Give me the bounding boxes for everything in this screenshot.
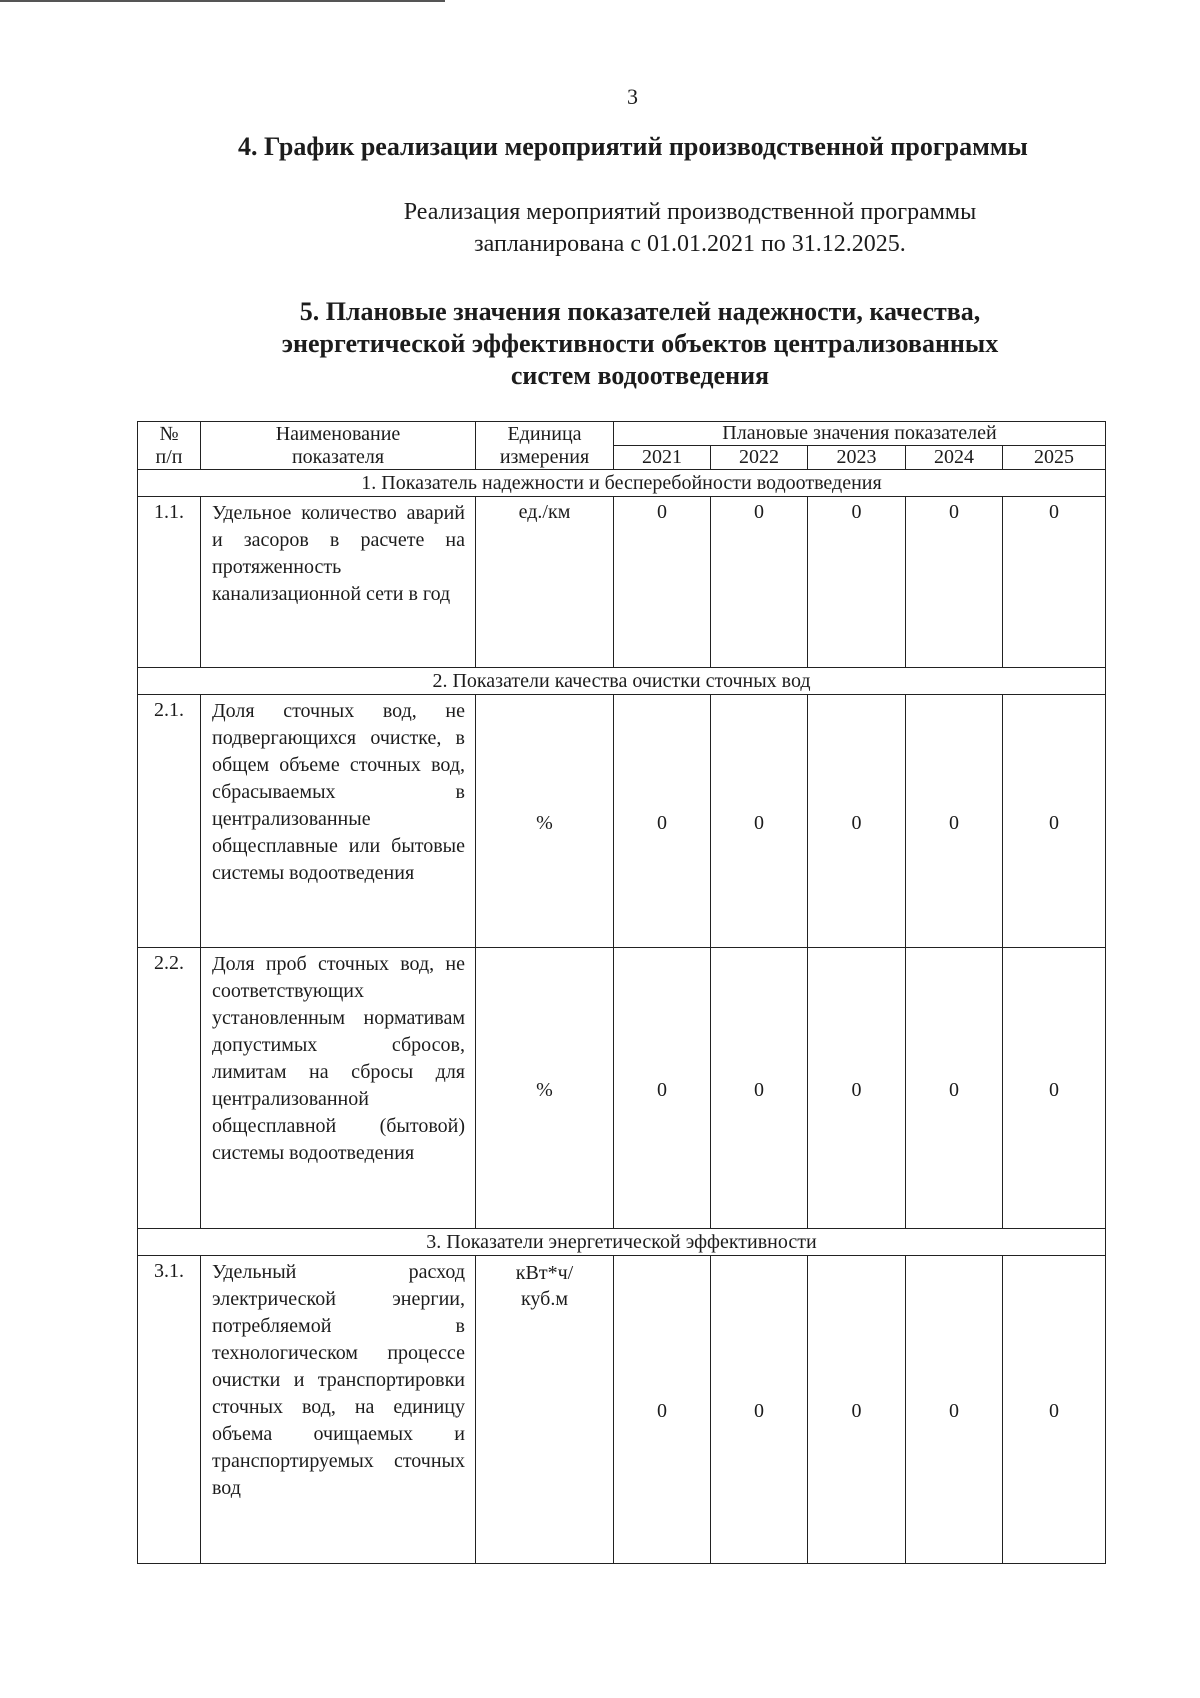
indicators-table bbox=[137, 421, 1106, 1564]
section-4-heading: 4. График реализации мероприятий производственной программы bbox=[238, 132, 1028, 161]
header-num-line-2: п/п bbox=[155, 445, 183, 468]
table-row bbox=[138, 1256, 1106, 1564]
header-num-line-1: № bbox=[159, 422, 179, 445]
unit-cell: ед./км bbox=[476, 497, 614, 668]
section-5-heading-line-2: энергетической эффективности объектов централизованных bbox=[281, 329, 999, 358]
indicator-name: Доля проб сточных вод, не соответствующих установленным нормативам допустимых сбросов, лимитам на сбросы для централизованной общесплавной (бытовой) системы водоотведения bbox=[201, 948, 476, 1229]
section-row-1 bbox=[138, 470, 1106, 497]
table-row bbox=[138, 695, 1106, 948]
value-cell: 0 bbox=[614, 948, 711, 1229]
header-unit-line-1: Единица bbox=[507, 422, 582, 445]
value-cell: 0 bbox=[906, 1256, 1003, 1564]
value-cell: 0 bbox=[906, 497, 1003, 668]
unit-cell: % bbox=[476, 695, 614, 948]
header-planned-values: Плановые значения показателей bbox=[614, 422, 1106, 446]
header-name bbox=[201, 422, 476, 470]
section-4-text bbox=[250, 196, 1130, 260]
unit-cell: кВт*ч/ куб.м bbox=[476, 1256, 614, 1564]
value-cell: 0 bbox=[808, 948, 906, 1229]
header-unit bbox=[476, 422, 614, 470]
value-cell: 0 bbox=[906, 695, 1003, 948]
value-cell: 0 bbox=[711, 1256, 808, 1564]
header-num bbox=[138, 422, 201, 470]
section-5-heading bbox=[230, 296, 1050, 392]
row-number: 2.1. bbox=[138, 695, 201, 948]
value-cell: 0 bbox=[808, 1256, 906, 1564]
section-row-3 bbox=[138, 1229, 1106, 1256]
row-number: 3.1. bbox=[138, 1256, 201, 1564]
header-year: 2024 bbox=[906, 446, 1003, 470]
section-title: 3. Показатели энергетической эффективности bbox=[138, 1229, 1106, 1256]
value-cell: 0 bbox=[711, 948, 808, 1229]
section-5-heading-line-1: 5. Плановые значения показателей надежности, качества, bbox=[299, 297, 981, 326]
value-cell: 0 bbox=[808, 695, 906, 948]
section-5-heading-line-3: систем водоотведения bbox=[510, 361, 770, 390]
header-year: 2023 bbox=[808, 446, 906, 470]
value-cell: 0 bbox=[1003, 695, 1106, 948]
unit-cell: % bbox=[476, 948, 614, 1229]
section-title: 2. Показатели качества очистки сточных вод bbox=[138, 668, 1106, 695]
value-cell: 0 bbox=[614, 497, 711, 668]
page-number: 3 bbox=[627, 84, 638, 109]
table-header-row-1 bbox=[138, 422, 1106, 446]
value-cell: 0 bbox=[1003, 948, 1106, 1229]
value-cell: 0 bbox=[1003, 497, 1106, 668]
value-cell: 0 bbox=[808, 497, 906, 668]
value-cell: 0 bbox=[1003, 1256, 1106, 1564]
section-row-2 bbox=[138, 668, 1106, 695]
header-year: 2022 bbox=[711, 446, 808, 470]
header-year: 2021 bbox=[614, 446, 711, 470]
value-cell: 0 bbox=[614, 695, 711, 948]
value-cell: 0 bbox=[906, 948, 1003, 1229]
table-row bbox=[138, 948, 1106, 1229]
section-title: 1. Показатель надежности и бесперебойности водоотведения bbox=[138, 470, 1106, 497]
indicator-name: Удельный расход электрической энергии, потребляемой в технологическом процессе очистки и транспортировки сточных вод, на единицу объема очищаемых и транспортируемых сточных вод bbox=[201, 1256, 476, 1564]
indicator-name: Доля сточных вод, не подвергающихся очистке, в общем объеме сточных вод, сбрасываемых в централизованные общесплавные или бытовые системы водоотведения bbox=[201, 695, 476, 948]
value-cell: 0 bbox=[711, 497, 808, 668]
table-row bbox=[138, 497, 1106, 668]
row-number: 1.1. bbox=[138, 497, 201, 668]
row-number: 2.2. bbox=[138, 948, 201, 1229]
header-unit-line-2: измерения bbox=[499, 445, 590, 468]
indicator-name: Удельное количество аварий и засоров в расчете на протяженность канализационной сети в год bbox=[201, 497, 476, 668]
header-name-line-2: показателя bbox=[291, 445, 385, 468]
section-4-text-line-1: Реализация мероприятий производственной программы bbox=[403, 199, 977, 225]
header-year: 2025 bbox=[1003, 446, 1106, 470]
top-edge-rule bbox=[0, 0, 445, 2]
section-4-text-line-2: запланирована с 01.01.2021 по 31.12.2025. bbox=[474, 231, 906, 257]
value-cell: 0 bbox=[711, 695, 808, 948]
value-cell: 0 bbox=[614, 1256, 711, 1564]
header-name-line-1: Наименование bbox=[275, 422, 401, 445]
